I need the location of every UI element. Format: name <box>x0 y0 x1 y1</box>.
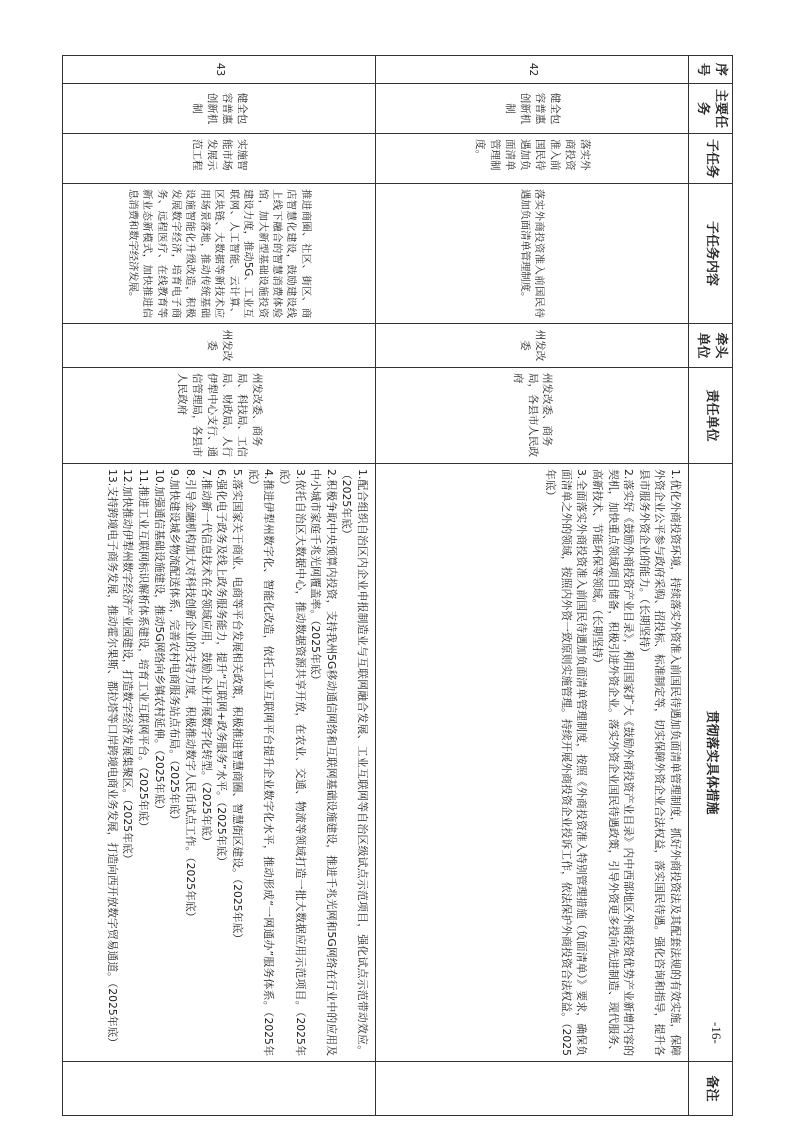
measure-item: 11.推进工业互联网标识解析体系建设，培育工业互联网平台。（2025年底） <box>137 469 151 833</box>
row-remarks <box>376 1062 689 1116</box>
header-main-task: 主要任务 <box>689 84 733 134</box>
row-seq: 42 <box>376 56 689 84</box>
header-sub-task: 子任务 <box>689 134 733 184</box>
header-row <box>689 56 733 1116</box>
row-main-task: 健全包容普惠创新机制 <box>376 84 689 134</box>
row-measures <box>376 464 689 1062</box>
measure-item: 3.依托自治区大数据中心，推动数据资源共享开放，在农业、交通、物流等领域打造一批大数据应用示范项目。（2025年底） <box>277 469 307 1056</box>
row-sub-task: 落实外商投资准入前国民待遇加负面清单管理制度。 <box>376 134 689 184</box>
policy-table <box>62 55 733 1116</box>
row-lead-unit: 州发改委 <box>376 324 689 368</box>
measure-item: 1.配合组织自治区内企业申报制造业与互联网融合发展、工业互联网等自治区级试点示范项目，强化试点示范带动效应。（2025年底） <box>340 469 370 1056</box>
measure-item: 3.全面落实外商投资准入前国民待遇加负面清单管理制度，按照《外商投资准入特别管理措施（负面清单）》要求，确保负面清单之外的领域，按照内外资一致原则实施管理。持续开展外商投资企业投诉工作，依法保护外商投资合法权益。（2025年底） <box>543 469 589 1056</box>
header-sub-content: 子任务内容 <box>689 184 733 324</box>
row-sub-task: 实施智能市场发展示范工程 <box>63 134 376 184</box>
header-measures: 贯彻落实具体措施 <box>689 464 733 1062</box>
row-sub-content: 推进商圈、社区、街区、商店智慧化建设，鼓励建设线上线下融合的智慧消费体验馆，加大新型基础设施投资建设力度，推动5G、工业互联网、人工智能、云计算、区块链、大数据等新技术应用场景落地，推动传统基础设施智能化升级改造，积极发展数字经济，培育电子商务、远程医疗、在线教育等新业态新模式，加快推进信息消费和数字经济发展。 <box>63 184 376 324</box>
header-remarks: 备注 <box>689 1062 733 1116</box>
row-lead-unit: 州发改委 <box>63 324 376 368</box>
measure-item: 2.落实好《鼓励外商投资产业目录》，利用国家扩大《鼓励外商投资产业目录》内中西部地区外商投资优势产业新增内容的契机，加快重点领域项目储备，积极引进外资企业。落实外资企业国民待遇政策，引导外资更多投向先进制造、现代服务、高新技术、节能环保等领域。（长期坚持） <box>590 469 636 1056</box>
measure-item: 13.支持跨境电子商务发展，推动霍尔果斯、都拉塔等口岸跨境电商业务发展，打造向西开放数字贸易通道。（2025年底） <box>105 469 119 1049</box>
page-number: -16- <box>709 1022 724 1044</box>
measure-item: 4.推进伊犁州数字化、智能化改造，依托工业互联网平台提升企业数字化水平，推动形成“一网通办”服务体系。（2025年底） <box>246 469 276 1056</box>
table-row <box>63 56 376 1116</box>
row-resp-unit: 州发改委、商务局，各县市人民政府 <box>376 368 689 464</box>
row-resp-unit: 州发改委、商务局、科技局、工信局、财政局、人行伊犁中心支行、通信管理局，各县市人民政府 <box>63 368 376 464</box>
measure-item: 7.推动新一代信息技术在各领域应用，鼓励企业开展数字化转型。（2025年底） <box>199 469 213 847</box>
row-remarks <box>63 1062 376 1116</box>
header-seq: 序号 <box>689 56 733 84</box>
measure-item: 12.加快推动伊犁州数字经济产业园建设，打造数字经济发展集聚区。（2025年底） <box>121 469 135 865</box>
measure-item: 9.加快建设城乡物流配送体系，完善农村电商服务站点布局。（2025年底） <box>168 469 182 826</box>
row-sub-content: 落实外商投资准入前国民待遇加负面清单管理制度。 <box>376 184 689 324</box>
table-row <box>376 56 689 1116</box>
row-seq: 43 <box>63 56 376 84</box>
measure-item: 6.强化电子政务及线上政务服务能力，提升“互联网+政务服务”水平。（2025年底） <box>215 469 229 868</box>
measure-item: 5.落实国家关于商业、电商等平台发展相关政策，积极推进智慧商圈、智慧街区建设。（2025年底） <box>230 469 244 945</box>
row-measures <box>63 464 376 1062</box>
measure-item: 8.引导金融机构加大对科技创新企业的支持力度，积极推动数字人民币试点工作。（2025年底） <box>184 469 198 923</box>
row-main-task: 健全包容普惠创新机制 <box>63 84 376 134</box>
measure-item: 10.加强通信基础设施建设，推动5G网络向乡镇农村延伸。（2025年底） <box>152 469 166 815</box>
measure-item: 1.优化外商投资环境，持续落实外资准入前国民待遇加负面清单管理制度，抓好外商投资法及其配套法规的有效实施，保障外资企业公平参与政府采购、招投标、标准制定等，切实保障外资企业合法权益，落实国民待遇。强化咨询和指导，提升各县市服务外资企业的能力。（长期坚持） <box>637 469 683 1056</box>
measure-item: 2.积极争取中央预算内投资，支持我州5G移动通信网络和互联网基础设施建设，推进千兆光网和5G网络在行业中的应用及中小城市家庭千兆光网覆盖率。（2025年底） <box>309 469 338 1056</box>
header-resp-unit: 责任单位 <box>689 368 733 464</box>
policy-table-page <box>73 55 733 1115</box>
header-lead-unit: 牵头单位 <box>689 324 733 368</box>
